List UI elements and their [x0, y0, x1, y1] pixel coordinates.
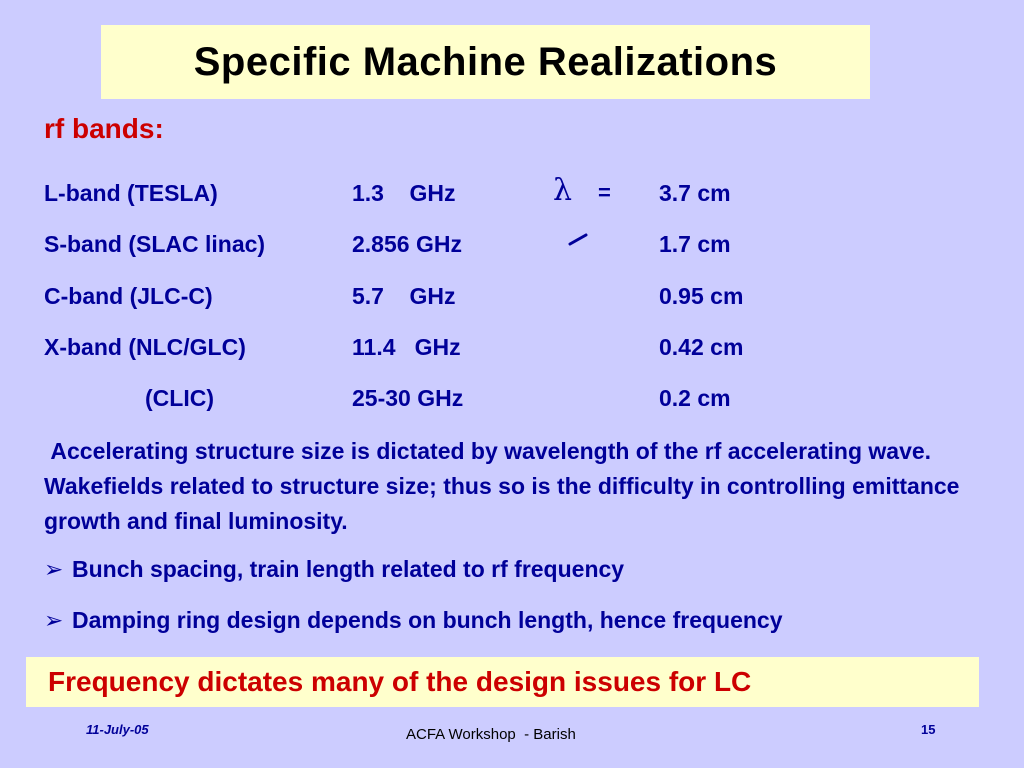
- band-frequency: 11.4 GHz: [352, 334, 461, 360]
- explanation-text: Accelerating structure size is dictated by wavelength of the rf accelerating wave. Wakefields related to structure size; thus so is the difficulty in controlling emittance growth and final luminosity.: [44, 438, 960, 534]
- bullet-item: [44, 607, 984, 634]
- band-wavelength: 1.7 cm: [659, 231, 731, 257]
- slide-title: Specific Machine Realizations: [193, 39, 778, 84]
- band-name: L-band (TESLA): [44, 180, 218, 206]
- band-name: C-band (JLC-C): [44, 283, 213, 309]
- bullet-text: Damping ring design depends on bunch length, hence frequency: [72, 607, 783, 633]
- footer-presenter: ACFA Workshop - Barish: [406, 726, 576, 743]
- arrow-bullet-icon: ➢: [44, 607, 64, 633]
- rf-bands-heading: rf bands:: [44, 113, 164, 144]
- band-row-s: [0, 231, 1024, 267]
- band-name: S-band (SLAC linac): [44, 231, 266, 257]
- band-wavelength: 0.2 cm: [659, 385, 731, 411]
- band-frequency: 2.856 GHz: [352, 231, 462, 257]
- band-frequency: 5.7 GHz: [352, 283, 456, 309]
- approx-mark-icon: [568, 232, 588, 246]
- bullet-item: [44, 556, 984, 583]
- band-row-clic: [0, 385, 1024, 421]
- bullet-text: Bunch spacing, train length related to rf frequency: [72, 556, 625, 582]
- explanation-paragraph: [44, 434, 974, 539]
- page-number: 15: [921, 722, 936, 737]
- band-wavelength: 0.42 cm: [659, 334, 744, 360]
- lambda-symbol: λ: [553, 173, 573, 208]
- title-box: [101, 25, 870, 99]
- band-row-x: [0, 334, 1024, 370]
- band-frequency: 1.3 GHz: [352, 180, 456, 206]
- band-frequency: 25-30 GHz: [352, 385, 464, 411]
- equals-sign: =: [598, 180, 611, 205]
- footer-date: 11-July-05: [86, 722, 149, 737]
- band-row-c: [0, 283, 1024, 319]
- band-name: (CLIC): [145, 385, 214, 411]
- conclusion-box: [26, 657, 979, 707]
- band-name: X-band (NLC/GLC): [44, 334, 246, 360]
- band-wavelength: 3.7 cm: [659, 180, 731, 206]
- band-wavelength: 0.95 cm: [659, 283, 744, 309]
- band-row-l: [0, 180, 1024, 216]
- conclusion-text: Frequency dictates many of the design issues for LC: [48, 666, 752, 697]
- arrow-bullet-icon: ➢: [44, 556, 64, 582]
